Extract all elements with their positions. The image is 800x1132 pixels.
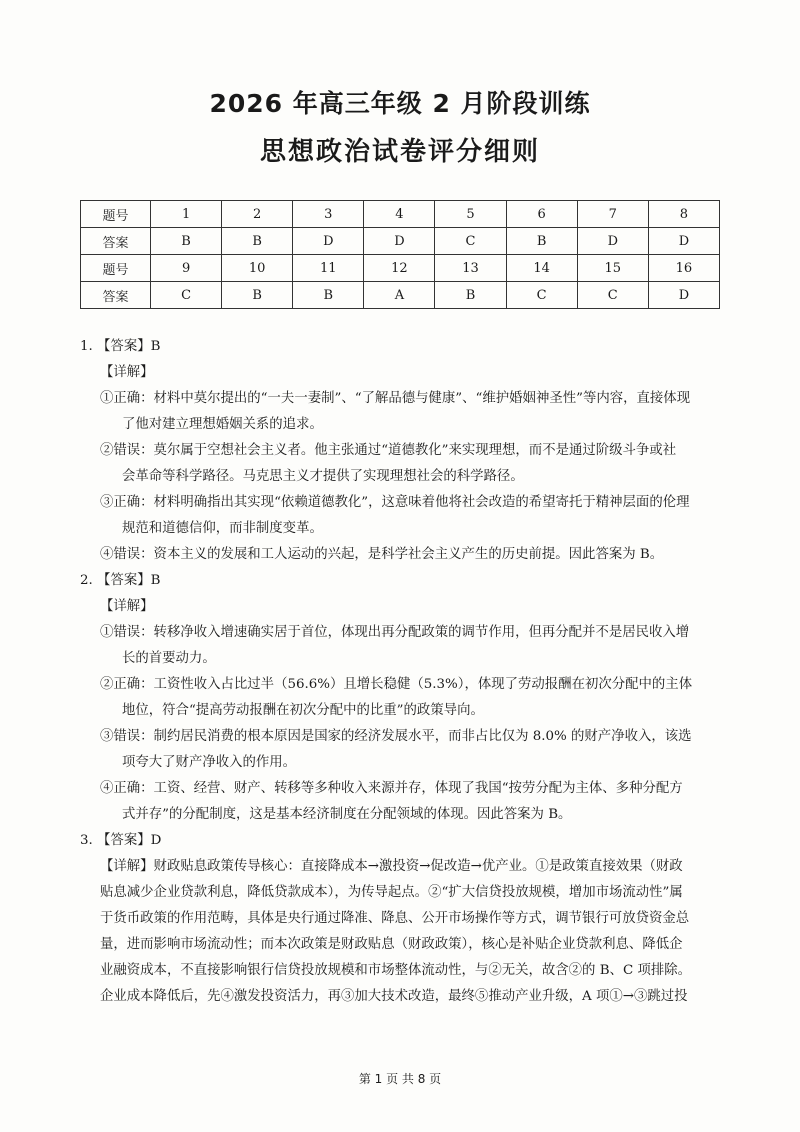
answer-table-cell: 5 [435,201,506,228]
answer-table-cell: 7 [577,201,648,228]
row-header: 答案 [81,228,151,255]
row-header: 答案 [81,282,151,309]
explanation-line: 【详解】 [100,365,154,380]
question-answer-heading: 3. 【答案】D [80,833,162,848]
answer-table-cell: D [364,228,435,255]
answer-table-cell: D [577,228,648,255]
row-header: 题号 [81,201,151,228]
answer-table-row [81,228,720,255]
answer-table-cell: B [222,228,293,255]
answer-table-row [81,255,720,282]
explanation-line: 企业成本降低后，先④激发投资活力，再③加大技术改造，最终⑤推动产业升级，A 项①→③跳过投 [100,989,688,1004]
answer-table-cell: 4 [364,201,435,228]
explanation-line: ③错误：制约居民消费的根本原因是国家的经济发展水平，而非占比仅为 8.0% 的财产净收入，该选 [100,729,692,744]
explanation-line: ②正确：工资性收入占比过半（56.6%）且增长稳健（5.3%），体现了劳动报酬在初次分配中的主体 [100,677,693,692]
explanation-line: 【详解】 [100,599,154,614]
answer-table-cell: 16 [648,255,719,282]
answer-table-cell: 15 [577,255,648,282]
answer-table-cell: A [364,282,435,309]
answer-table-cell: 3 [293,201,364,228]
answer-table-row [81,282,720,309]
explanation-line: ③正确：材料明确指出其实现“依赖道德教化”，这意味着他将社会改造的希望寄托于精神层面的伦理 [100,495,690,510]
explanation-line: 式并存”的分配制度，这是基本经济制度在分配领域的体现。因此答案为 B。 [122,807,572,822]
answer-table [80,200,720,309]
answer-table-cell: 6 [506,201,577,228]
explanation-line: 业融资成本，不直接影响银行信贷投放规模和市场整体流动性，与②无关，故含②的 B、C 项排除。 [100,963,692,978]
question-answer-heading: 1. 【答案】B [80,339,161,354]
answer-table-cell: B [222,282,293,309]
explanation-line: ④错误：资本主义的发展和工人运动的兴起，是科学社会主义产生的历史前提。因此答案为 B。 [100,547,664,562]
answer-table-cell: B [293,282,364,309]
answer-table-cell: C [506,282,577,309]
row-header: 题号 [81,255,151,282]
page-footer: 第 1 页 共 8 页 [358,1072,442,1086]
document-subtitle: 思想政治试卷评分细则 [259,137,540,167]
answer-table-cell: 14 [506,255,577,282]
explanation-line: ①错误：转移净收入增速确实居于首位，体现出再分配政策的调节作用，但再分配并不是居民收入增 [100,625,690,640]
answer-table-cell: 12 [364,255,435,282]
answer-table-cell: 9 [151,255,222,282]
answer-table-cell: D [648,228,719,255]
answer-table-cell: 11 [293,255,364,282]
document-title: 2026 年高三年级 2 月阶段训练 [209,89,591,118]
explanation-line: ②错误：莫尔属于空想社会主义者。他主张通过“道德教化”来实现理想，而不是通过阶级斗争或社 [100,443,677,458]
explanation-line: 项夸大了财产净收入的作用。 [122,755,297,770]
explanation-line: 量，进而影响市场流动性；而本次政策是财政贴息（财政政策），核心是补贴企业贷款利息、降低企 [100,937,683,952]
explanation-line: 【详解】财政贴息政策传导核心：直接降成本→激投资→促改造→优产业。①是政策直接效果（财政 [100,859,683,874]
answer-table-cell: C [151,282,222,309]
explanation-line: 于货币政策的作用范畴，具体是央行通过降准、降息、公开市场操作等方式，调节银行可放贷资金总 [100,911,690,926]
explanation-line: 地位，符合“提高劳动报酬在初次分配中的比重”的政策导向。 [122,703,484,718]
explanation-line: 了他对建立理想婚姻关系的追求。 [122,417,323,432]
answer-table-cell: 13 [435,255,506,282]
explanation-line: ①正确：材料中莫尔提出的“一夫一妻制”、“了解品德与健康”、“维护婚姻神圣性”等内容，直接体现 [100,391,691,406]
explanation-line: 长的首要动力。 [122,651,216,666]
answer-table-cell: 2 [222,201,293,228]
answer-table-cell: 10 [222,255,293,282]
answer-table-cell: D [293,228,364,255]
answer-table-cell: B [506,228,577,255]
answer-table-row [81,201,720,228]
explanation-line: 会革命等科学路径。马克思主义才提供了实现理想社会的科学路径。 [122,469,524,484]
answer-table-cell: B [435,282,506,309]
explanation-line: ④正确：工资、经营、财产、转移等多种收入来源并存，体现了我国“按劳分配为主体、多种分配方 [100,781,683,796]
explanation-line: 贴息减少企业贷款利息，降低贷款成本），为传导起点。②“扩大信贷投放规模，增加市场流动性”属 [100,885,683,900]
answer-table-cell: C [435,228,506,255]
answer-table-cell: B [151,228,222,255]
answer-table-cell: 1 [151,201,222,228]
answer-explanations [80,334,730,1010]
answer-table-cell: C [577,282,648,309]
answer-table-cell: 8 [648,201,719,228]
answer-table-cell: D [648,282,719,309]
explanation-line: 规范和道德信仰，而非制度变革。 [122,521,323,536]
question-answer-heading: 2. 【答案】B [80,573,161,588]
